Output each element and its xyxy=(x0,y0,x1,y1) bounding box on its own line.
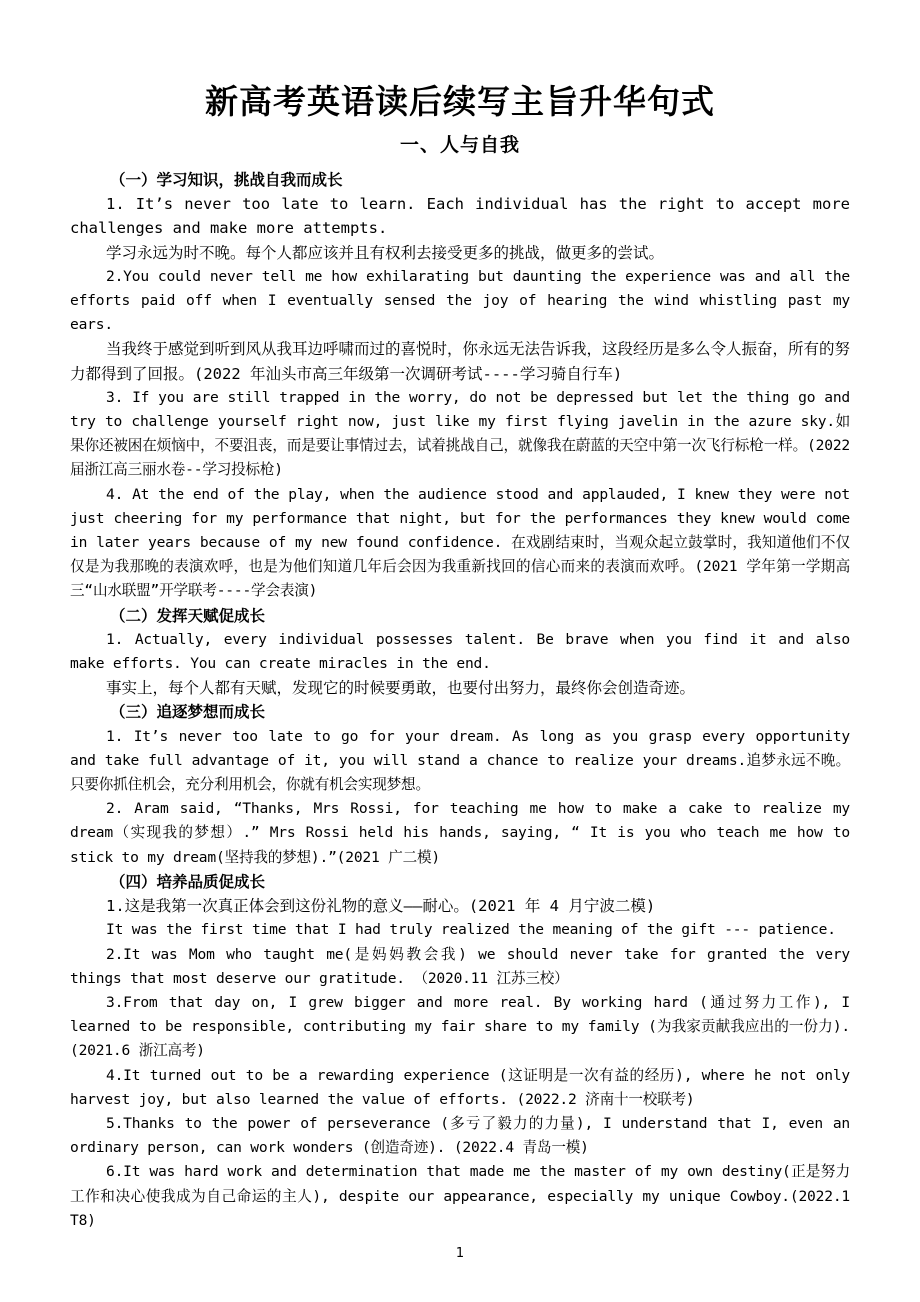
sentence-4-3: 3.From that day on, I grew bigger and more real. By working hard (通过努力工作), I learned to be responsible, contributing my fair share to my family (为我家贡献我应出的一份力). (2021.6 浙江高考) xyxy=(70,993,850,1060)
section-heading-learning: （一）学习知识，挑战自我而成长 xyxy=(110,171,343,189)
section-heading-talent: （二）发挥天赋促成长 xyxy=(110,606,266,625)
sentence-4-4: 4.It turned out to be a rewarding experience (这证明是一次有益的经历), where he not only harvest joy, but also learned the value of efforts. (2022.2 济南十一校联考) xyxy=(70,1066,850,1108)
sentence-1-2: 2.You could never tell me how exhilarating but daunting the experience was and all the efforts paid off when I eventually sensed the joy of hearing the wind whistling past my ears. xyxy=(70,267,850,334)
sentence-1-4: 4. At the end of the play, when the audience stood and applauded, I knew they were not just cheering for my performance that night, but for the performances they knew would come in later years because of my new found confidence. 在戏剧结束时，当观众起立鼓掌时，我知道他们不仅仅是为我那晚的表演欢呼，也是为他们知道几年后会因为我重新找回的信心而来的表演而欢呼。(2021 学年第一学期高三“山水联盟”开学联考----学会表演) xyxy=(70,485,850,600)
document-title: 新高考英语读后续写主旨升华句式 xyxy=(205,82,715,121)
document-body xyxy=(70,168,850,1233)
sentence-4-5: 5.Thanks to the power of perseverance (多亏了毅力的力量), I understand that I, even an ordinary person, can work wonders (创造奇迹). (2022.4 青岛一模) xyxy=(70,1114,850,1157)
page-number: 1 xyxy=(455,1246,465,1261)
sentence-1-2-translation: 当我终于感觉到听到风从我耳边呼啸而过的喜悦时，你永远无法告诉我，这段经历是多么令人振奋，所有的努力都得到了回报。(2022 年汕头市高三年级第一次调研考试----学习骑自行车) xyxy=(70,340,851,383)
sentence-4-1: 1.这是我第一次真正体会到这份礼物的意义——耐心。(2021 年 4 月宁波二模) xyxy=(106,897,656,916)
chapter-heading: 一、人与自我 xyxy=(399,134,520,156)
sentence-1-1-translation: 学习永远为时不晚。每个人都应该并且有权利去接受更多的挑战，做更多的尝试。 xyxy=(106,243,665,262)
sentence-1-3: 3. If you are still trapped in the worry, do not be depressed but let the thing go and try to challenge yourself right now, just like my first flying javelin in the azure sky.如果你还被困在烦恼中，不要沮丧，而是要让事情过去，试着挑战自己，就像我在蔚蓝的天空中第一次飞行标枪一样。(2022 届浙江高三丽水卷--学习投标枪) xyxy=(70,388,850,479)
sentence-4-2: 2.It was Mom who taught me(是妈妈教会我) we should never take for granted the very things that most deserve our gratitude. （2020.11 江苏三校） xyxy=(70,945,850,987)
sentence-4-6: 6.It was hard work and determination that made me the master of my own destiny(正是努力工作和决心使我成为自己命运的主人), despite our appearance, especially my unique Cowboy.(2022.1 T8) xyxy=(70,1163,850,1229)
sentence-2-1: 1. Actually, every individual possesses talent. Be brave when you find it and also make efforts. You can create miracles in the end. xyxy=(70,630,850,673)
section-heading-dream: （三）追逐梦想而成长 xyxy=(110,703,266,722)
section-heading-quality: （四）培养品质促成长 xyxy=(110,872,266,891)
sentence-1-1: 1. It’s never too late to learn. Each individual has the right to accept more challenges and make more attempts. xyxy=(70,195,850,238)
sentence-3-1: 1. It’s never too late to go for your dream. As long as you grasp every opportunity and take full advantage of it, you will stand a chance to realize your dreams.追梦永远不晚。只要你抓住机会，充分利用机会，你就有机会实现梦想。 xyxy=(70,727,850,794)
sentence-3-2: 2. Aram said, “Thanks, Mrs Rossi, for teaching me how to make a cake to realize my dream（实现我的梦想）.” Mrs Rossi held his hands, saying, “ It is you who teach me how to stick to my dream(坚持我的梦想).”(2021 广二模) xyxy=(70,800,850,866)
sentence-2-1-translation: 事实上，每个人都有天赋，发现它的时候要勇敢，也要付出努力，最终你会创造奇迹。 xyxy=(106,679,696,698)
sentence-4-1-english: It was the first time that I had truly realized the meaning of the gift --- patience. xyxy=(106,921,836,939)
